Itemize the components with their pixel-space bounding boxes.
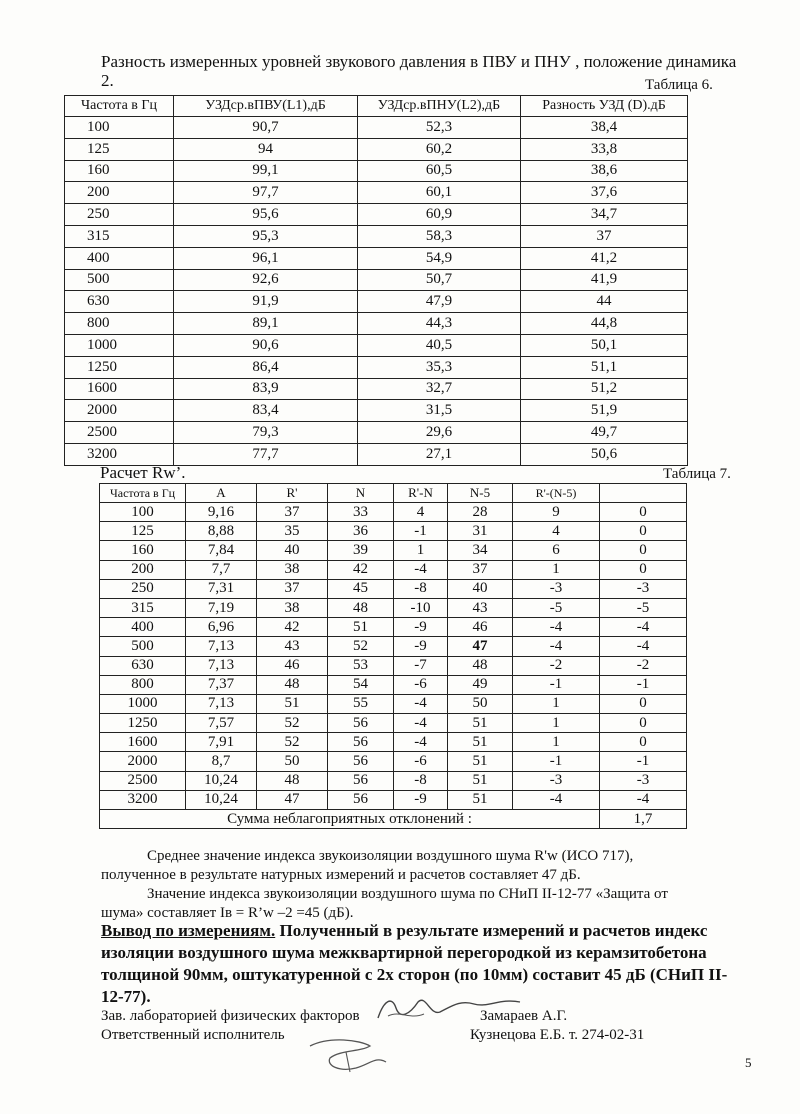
table-cell: -3	[600, 579, 687, 598]
table-cell: 95,6	[174, 204, 358, 226]
table-cell: 8,88	[186, 522, 257, 541]
table-row	[100, 541, 687, 560]
table-cell: 1	[394, 541, 448, 560]
table-row	[100, 752, 687, 771]
table-row	[100, 656, 687, 675]
table-cell: 0	[600, 522, 687, 541]
table-cell: 95,3	[174, 225, 358, 247]
table-cell: -3	[600, 771, 687, 790]
table-row	[65, 400, 688, 422]
table-cell: 630	[65, 291, 174, 313]
table-cell: 7,13	[186, 694, 257, 713]
table-cell: 56	[328, 790, 394, 809]
table-cell: -5	[600, 598, 687, 617]
table-row	[100, 675, 687, 694]
table-cell: 4	[513, 522, 600, 541]
table-cell: 60,5	[358, 160, 521, 182]
table-cell: 1250	[65, 356, 174, 378]
table-row	[65, 204, 688, 226]
table-cell: -7	[394, 656, 448, 675]
table-cell: 33	[328, 503, 394, 522]
table-cell: 48	[257, 675, 328, 694]
table6-caption: Таблица 6.	[645, 77, 713, 93]
table-cell: 54	[328, 675, 394, 694]
table-cell: 56	[328, 771, 394, 790]
table-cell: 56	[328, 733, 394, 752]
table-cell: 37	[448, 560, 513, 579]
snip-paragraph: Значение индекса звукоизоляции воздушного шума по СНиП II-12-77 «Защита от шума» составляет Iв = R’w –2 =45 (дБ).	[101, 886, 668, 921]
table-cell: 60,2	[358, 138, 521, 160]
table-cell: 1600	[100, 733, 186, 752]
table-cell: 0	[600, 733, 687, 752]
table-cell: 7,37	[186, 675, 257, 694]
column-header: Частота в Гц	[65, 96, 174, 117]
table-cell: 1	[513, 733, 600, 752]
table-cell: 160	[100, 541, 186, 560]
column-header: A	[186, 484, 257, 503]
table-cell: 0	[600, 694, 687, 713]
table-cell: -8	[394, 771, 448, 790]
table-row	[65, 443, 688, 465]
table-cell: 35	[257, 522, 328, 541]
table-cell: 125	[100, 522, 186, 541]
table-cell: 31,5	[358, 400, 521, 422]
table-cell: 31	[448, 522, 513, 541]
table-cell: 1000	[65, 334, 174, 356]
document-heading: Разность измеренных уровней звукового давления в ПВУ и ПНУ , положение динамика 2.	[101, 52, 737, 90]
sum-value: 1,7	[600, 810, 687, 829]
table-cell: 6	[513, 541, 600, 560]
table-cell: 49	[448, 675, 513, 694]
table-cell: 32,7	[358, 378, 521, 400]
table-cell: 250	[65, 204, 174, 226]
table-cell: 1	[513, 694, 600, 713]
table-cell: 38	[257, 598, 328, 617]
table-cell: 2000	[100, 752, 186, 771]
table-row	[100, 579, 687, 598]
table-cell: 89,1	[174, 313, 358, 335]
table-cell: 2500	[100, 771, 186, 790]
table-cell: 41,2	[521, 247, 688, 269]
table-row	[65, 117, 688, 139]
executor-signature	[300, 1032, 400, 1078]
table-cell: 400	[100, 618, 186, 637]
table-cell: 53	[328, 656, 394, 675]
table-cell: 55	[328, 694, 394, 713]
table-cell: 44,3	[358, 313, 521, 335]
table-row	[100, 560, 687, 579]
table-cell: 40	[448, 579, 513, 598]
table-cell: -9	[394, 790, 448, 809]
table-cell: 90,6	[174, 334, 358, 356]
table-cell: 7,91	[186, 733, 257, 752]
table-cell: 43	[448, 598, 513, 617]
table-row	[65, 269, 688, 291]
table-cell: 77,7	[174, 443, 358, 465]
table-cell: 99,1	[174, 160, 358, 182]
table-cell: 0	[600, 560, 687, 579]
table-cell: 3200	[100, 790, 186, 809]
table-cell: 1600	[65, 378, 174, 400]
table-cell: 160	[65, 160, 174, 182]
table-cell: -4	[394, 733, 448, 752]
table-cell: 46	[448, 618, 513, 637]
table-cell: 27,1	[358, 443, 521, 465]
table-cell: 9	[513, 503, 600, 522]
table-cell: 41,9	[521, 269, 688, 291]
table-cell: 7,19	[186, 598, 257, 617]
table-cell: 7,13	[186, 637, 257, 656]
table-cell: -8	[394, 579, 448, 598]
table-cell: 47	[448, 637, 513, 656]
table-row	[100, 790, 687, 809]
result-paragraph: Среднее значение индекса звукоизоляции воздушного шума R'w (ИСО 717), полученное в результате натурных измерений и расчетов составляет 47 дБ.	[101, 848, 634, 883]
table-cell: 42	[257, 618, 328, 637]
table-cell: 44,8	[521, 313, 688, 335]
page-number: 5	[745, 1055, 752, 1070]
table-cell: 51,2	[521, 378, 688, 400]
table-cell: 51,9	[521, 400, 688, 422]
table-cell: 0	[600, 714, 687, 733]
table-row	[65, 356, 688, 378]
table-cell: -1	[394, 522, 448, 541]
table-cell: 51	[257, 694, 328, 713]
table-cell: 29,6	[358, 422, 521, 444]
table-cell: 37	[257, 579, 328, 598]
sum-row	[100, 810, 687, 829]
table-cell: 60,1	[358, 182, 521, 204]
column-header: УЗДср.вПНУ(L2),дБ	[358, 96, 521, 117]
table-cell: 51	[448, 733, 513, 752]
table-cell: -4	[600, 790, 687, 809]
table-cell: 34,7	[521, 204, 688, 226]
table-row	[100, 503, 687, 522]
table-cell: 315	[100, 598, 186, 617]
table-cell: -2	[513, 656, 600, 675]
table-cell: 1	[513, 714, 600, 733]
table-cell: 0	[600, 503, 687, 522]
table-cell: -1	[600, 675, 687, 694]
table-cell: 44	[521, 291, 688, 313]
table-cell: 125	[65, 138, 174, 160]
table-cell: 48	[257, 771, 328, 790]
table-cell: 35,3	[358, 356, 521, 378]
table-cell: 800	[65, 313, 174, 335]
table-cell: -9	[394, 637, 448, 656]
table-row	[100, 598, 687, 617]
rw-calculation-table	[99, 483, 687, 829]
table-cell: 1	[513, 560, 600, 579]
table-cell: -4	[394, 560, 448, 579]
table-header-row	[65, 96, 688, 117]
table-cell: 91,9	[174, 291, 358, 313]
table-row	[100, 618, 687, 637]
table-cell: 43	[257, 637, 328, 656]
column-header: Частота в Гц	[100, 484, 186, 503]
table-row	[65, 334, 688, 356]
table-cell: 7,57	[186, 714, 257, 733]
table-cell: 52	[328, 637, 394, 656]
table-cell: 92,6	[174, 269, 358, 291]
table-row	[65, 182, 688, 204]
table-cell: 1000	[100, 694, 186, 713]
table-cell: 45	[328, 579, 394, 598]
table-cell: 4	[394, 503, 448, 522]
table-cell: 33,8	[521, 138, 688, 160]
table-cell: 52	[257, 733, 328, 752]
table-cell: 96,1	[174, 247, 358, 269]
table-cell: 51	[448, 790, 513, 809]
table-cell: 40	[257, 541, 328, 560]
column-header: УЗДср.вПВУ(L1),дБ	[174, 96, 358, 117]
table-cell: 38,4	[521, 117, 688, 139]
table-cell: 37	[257, 503, 328, 522]
calculation-title: Расчет Rw’.	[100, 463, 186, 482]
table-row	[100, 733, 687, 752]
table-cell: -2	[600, 656, 687, 675]
table-row	[100, 694, 687, 713]
table-cell: 86,4	[174, 356, 358, 378]
column-header: N-5	[448, 484, 513, 503]
table-cell: 7,13	[186, 656, 257, 675]
table-cell: 83,9	[174, 378, 358, 400]
table-cell: 50	[257, 752, 328, 771]
table-cell: 90,7	[174, 117, 358, 139]
table-cell: 54,9	[358, 247, 521, 269]
table-row	[65, 422, 688, 444]
table-cell: 51	[328, 618, 394, 637]
table-cell: 42	[328, 560, 394, 579]
table-cell: -4	[513, 790, 600, 809]
table-cell: 37	[521, 225, 688, 247]
column-header	[600, 484, 687, 503]
table-cell: 10,24	[186, 790, 257, 809]
table-cell: 47	[257, 790, 328, 809]
table-cell: 250	[100, 579, 186, 598]
table-cell: -4	[513, 618, 600, 637]
lab-head-name: Замараев А.Г.	[480, 1008, 568, 1024]
table-cell: 47,9	[358, 291, 521, 313]
table-cell: 7,84	[186, 541, 257, 560]
table-cell: 38,6	[521, 160, 688, 182]
table-cell: -4	[600, 618, 687, 637]
table-row	[65, 138, 688, 160]
table-cell: 94	[174, 138, 358, 160]
table-cell: 100	[100, 503, 186, 522]
table-cell: 56	[328, 714, 394, 733]
table-cell: 56	[328, 752, 394, 771]
table-row	[100, 771, 687, 790]
table-cell: -3	[513, 771, 600, 790]
sound-pressure-difference-table	[64, 95, 688, 466]
sum-label: Сумма неблагоприятных отклонений :	[100, 810, 600, 829]
table-cell: 8,7	[186, 752, 257, 771]
table-cell: 7,31	[186, 579, 257, 598]
table-cell: 400	[65, 247, 174, 269]
table-cell: 50,1	[521, 334, 688, 356]
table-cell: 0	[600, 541, 687, 560]
table-cell: 800	[100, 675, 186, 694]
table-cell: 58,3	[358, 225, 521, 247]
table-cell: -9	[394, 618, 448, 637]
lab-head-role: Зав. лабораторией физических факторов	[101, 1008, 360, 1024]
table-cell: 52,3	[358, 117, 521, 139]
table-cell: -4	[394, 694, 448, 713]
table-cell: 7,7	[186, 560, 257, 579]
table-cell: 500	[100, 637, 186, 656]
table-cell: -1	[600, 752, 687, 771]
column-header: R'	[257, 484, 328, 503]
lab-head-signature	[370, 990, 540, 1030]
table-cell: 28	[448, 503, 513, 522]
table-cell: 48	[328, 598, 394, 617]
table-cell: 40,5	[358, 334, 521, 356]
conclusion-label: Вывод по измерениям.	[101, 921, 276, 940]
table-cell: 50,6	[521, 443, 688, 465]
column-header: R'-(N-5)	[513, 484, 600, 503]
table-cell: 630	[100, 656, 186, 675]
table-cell: 83,4	[174, 400, 358, 422]
table-row	[65, 160, 688, 182]
table-cell: 51	[448, 752, 513, 771]
table-cell: -5	[513, 598, 600, 617]
table-cell: 50,7	[358, 269, 521, 291]
table-cell: 34	[448, 541, 513, 560]
table-cell: 46	[257, 656, 328, 675]
table-cell: 2000	[65, 400, 174, 422]
table-cell: -3	[513, 579, 600, 598]
table-cell: -4	[513, 637, 600, 656]
table-row	[65, 313, 688, 335]
table-cell: 60,9	[358, 204, 521, 226]
table-cell: 1250	[100, 714, 186, 733]
table-cell: -4	[394, 714, 448, 733]
table-row	[65, 247, 688, 269]
table-cell: 38	[257, 560, 328, 579]
table-cell: 37,6	[521, 182, 688, 204]
table-row	[65, 225, 688, 247]
table-cell: 3200	[65, 443, 174, 465]
table-cell: 49,7	[521, 422, 688, 444]
table-cell: -4	[600, 637, 687, 656]
table-cell: 500	[65, 269, 174, 291]
column-header: N	[328, 484, 394, 503]
table-cell: -6	[394, 675, 448, 694]
table-cell: 200	[65, 182, 174, 204]
table-cell: 79,3	[174, 422, 358, 444]
table-cell: 9,16	[186, 503, 257, 522]
column-header: R'-N	[394, 484, 448, 503]
table-row	[100, 714, 687, 733]
table-cell: 48	[448, 656, 513, 675]
table-cell: 2500	[65, 422, 174, 444]
table-cell: 97,7	[174, 182, 358, 204]
table-cell: -10	[394, 598, 448, 617]
table-cell: -6	[394, 752, 448, 771]
table-cell: 10,24	[186, 771, 257, 790]
table-cell: 200	[100, 560, 186, 579]
table7-caption: Таблица 7.	[663, 466, 731, 482]
table-cell: 36	[328, 522, 394, 541]
table-row	[65, 378, 688, 400]
table-cell: 51,1	[521, 356, 688, 378]
conclusion-text: Полученный в результате измерений и расчетов индекс изоляции воздушного шума межквартирной перегородкой из керамзитобетона толщиной 90мм, оштукатуренной с 2х сторон (по 10мм) составит 45 дБ (СНиП II-12-77).	[101, 921, 728, 1006]
executor-name: Кузнецова Е.Б. т. 274-02-31	[470, 1027, 645, 1043]
table-cell: 52	[257, 714, 328, 733]
table-cell: -1	[513, 752, 600, 771]
table-cell: 39	[328, 541, 394, 560]
table-cell: 51	[448, 771, 513, 790]
executor-role: Ответственный исполнитель	[101, 1027, 285, 1043]
table-header-row	[100, 484, 687, 503]
table-cell: 315	[65, 225, 174, 247]
table-row	[100, 522, 687, 541]
table-cell: 6,96	[186, 618, 257, 637]
column-header: Разность УЗД (D).дБ	[521, 96, 688, 117]
table-cell: 50	[448, 694, 513, 713]
table-cell: 100	[65, 117, 174, 139]
table-row	[100, 637, 687, 656]
table-cell: -1	[513, 675, 600, 694]
table-cell: 51	[448, 714, 513, 733]
table-row	[65, 291, 688, 313]
